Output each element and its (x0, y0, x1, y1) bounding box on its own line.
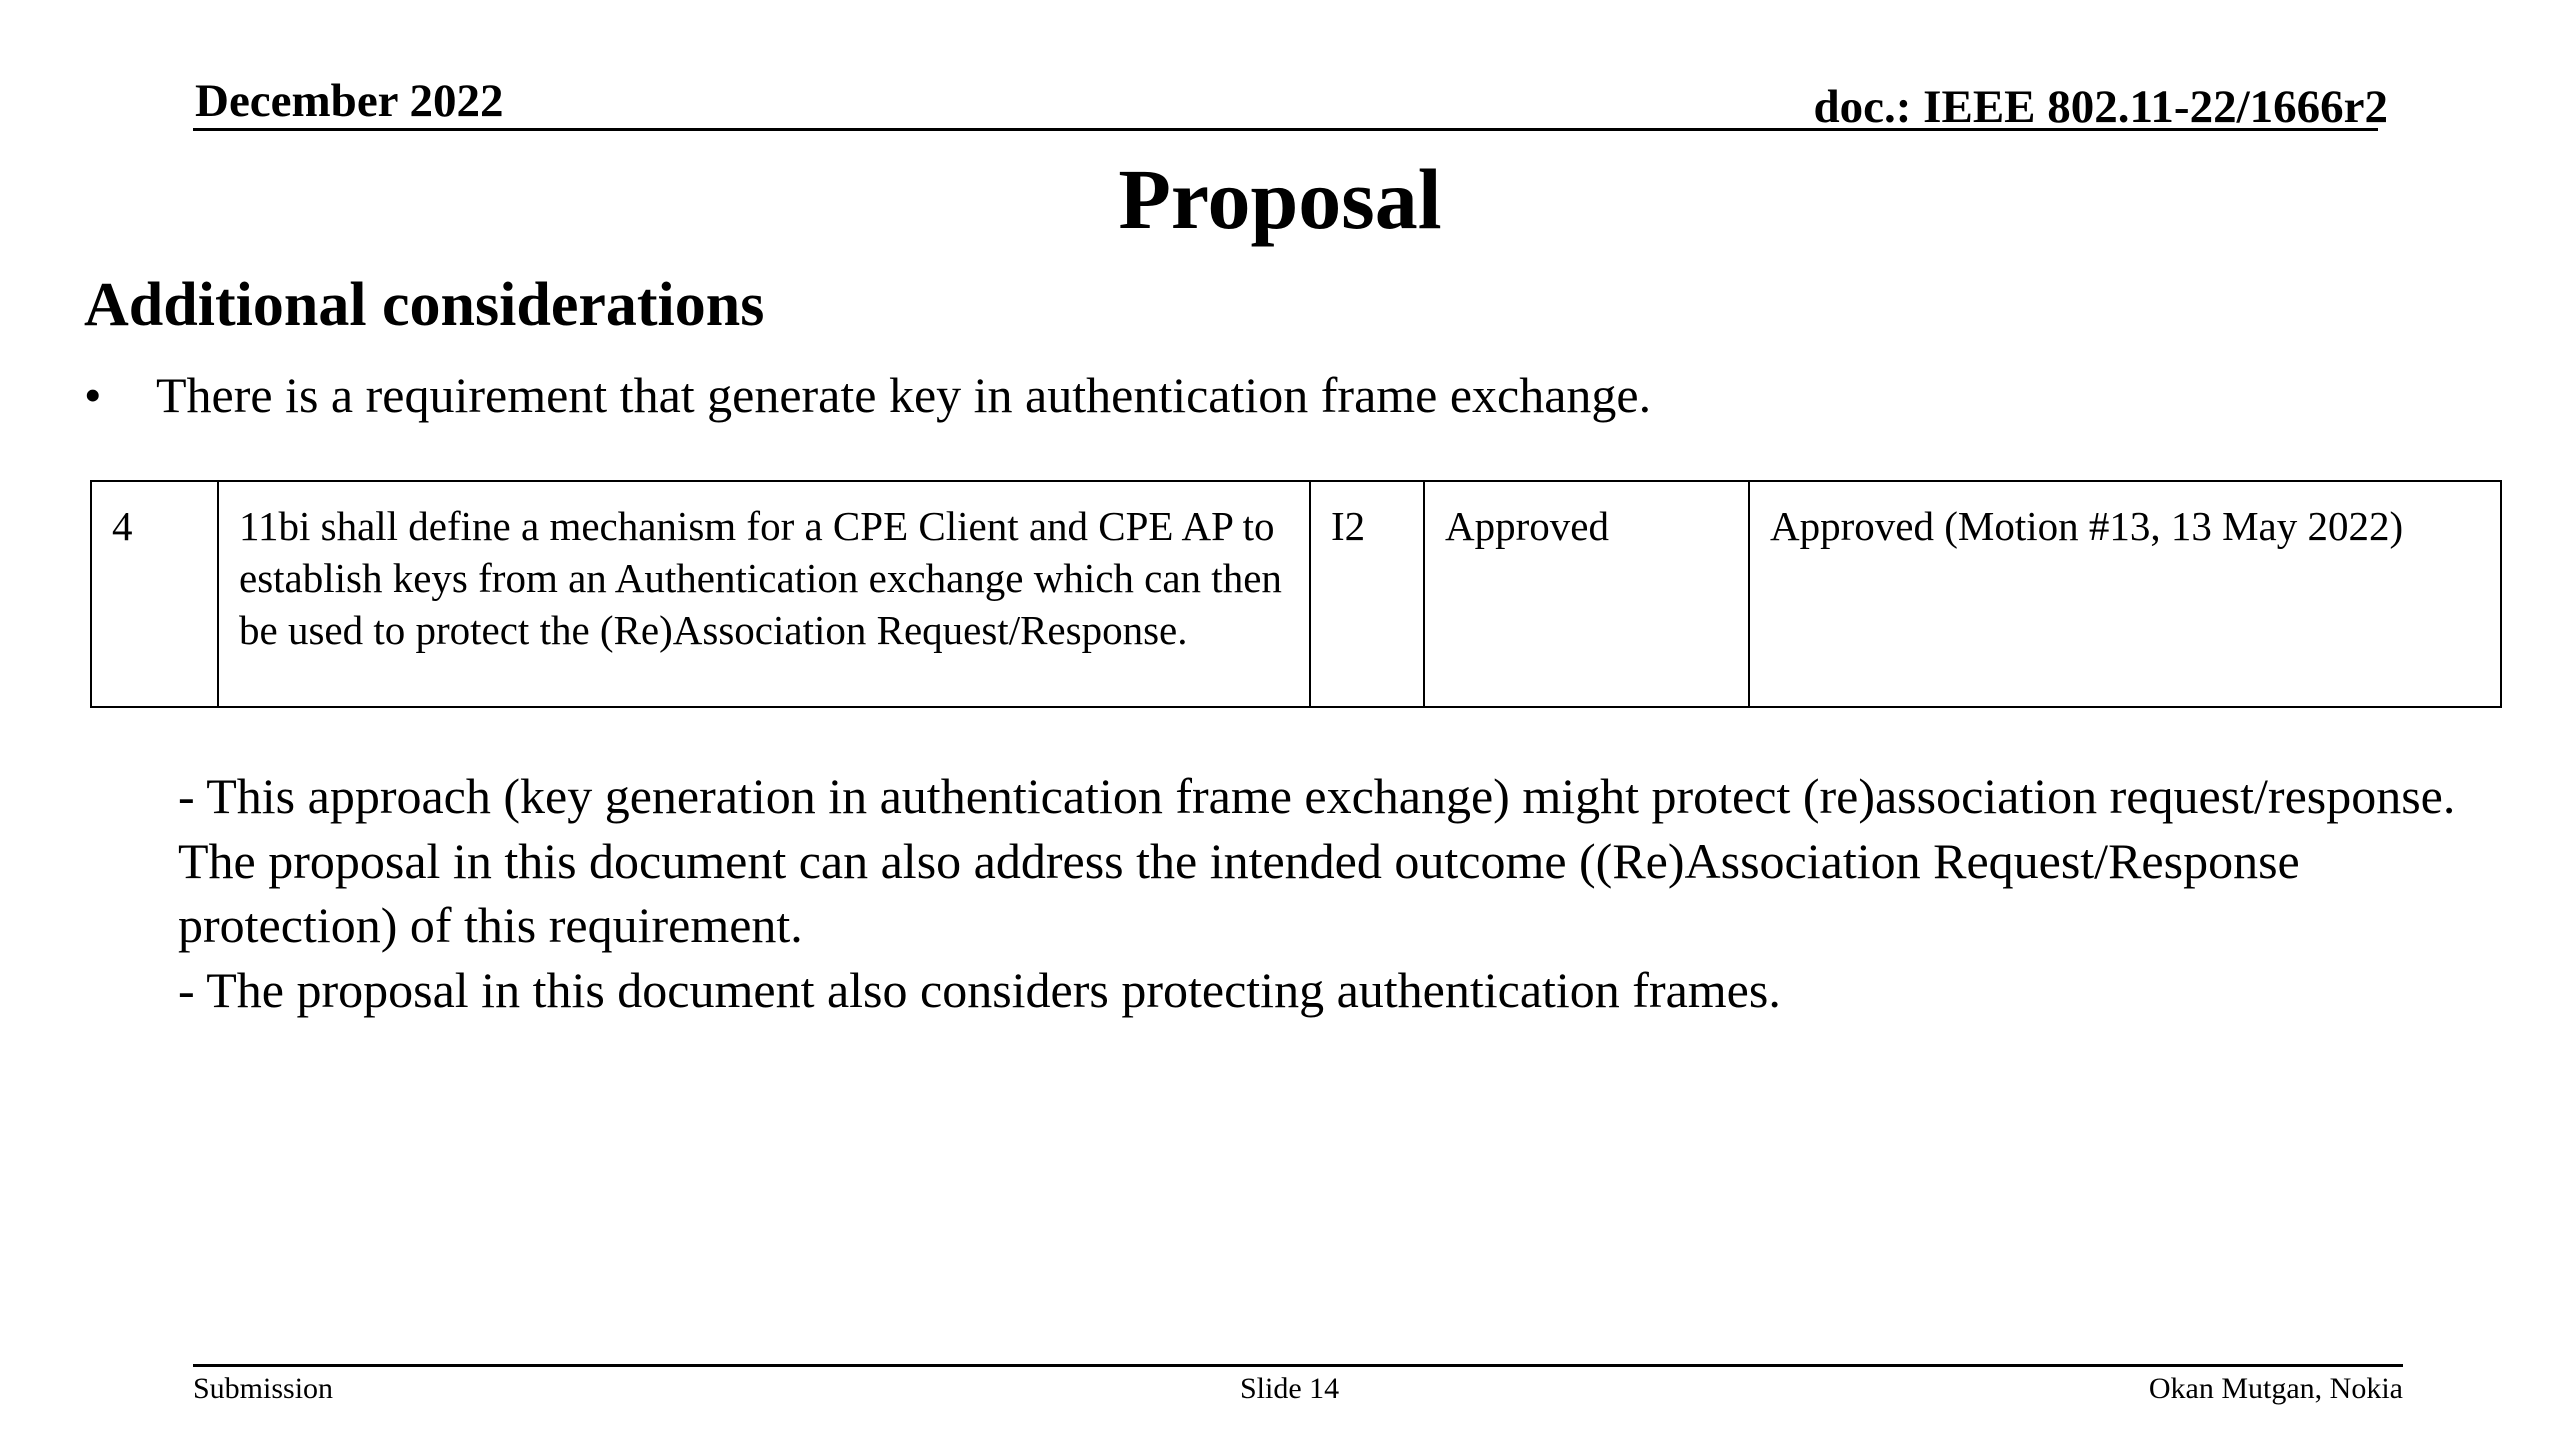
table-row (91, 481, 2501, 707)
footer-author: Okan Mutgan, Nokia (2148, 1372, 2403, 1405)
requirement-table (90, 480, 2502, 708)
bullet-item (84, 366, 1651, 424)
header-date: December 2022 (195, 75, 504, 127)
section-heading: Additional considerations (84, 271, 765, 339)
bullet-marker: • (84, 367, 102, 423)
body-paragraph-1: - This approach (key generation in authentication frame exchange) might protect (re)association request/response. The proposal in this document can also address the intended outcome ((Re)Association Request/Response protection) of this requirement. (178, 768, 2456, 953)
header-doc-id: doc.: IEEE 802.11-22/1666r2 (1813, 81, 2388, 133)
body-paragraph-2: - The proposal in this document also considers protecting authentication frames. (178, 961, 1781, 1018)
footer-divider (193, 1364, 2403, 1367)
footer-submission: Submission (193, 1372, 334, 1405)
requirement-text-cell: 11bi shall define a mechanism for a CPE Client and CPE AP to establish keys from an Authentication exchange which can then be used to protect the (Re)Association Request/Response. (218, 481, 1310, 707)
body-text (178, 764, 2518, 1022)
requirement-category-cell: I2 (1310, 481, 1424, 707)
requirement-number-cell: 4 (91, 481, 218, 707)
requirement-notes-cell: Approved (Motion #13, 13 May 2022) (1749, 481, 2501, 707)
header-divider (193, 128, 2378, 131)
requirement-status-cell: Approved (1424, 481, 1749, 707)
bullet-text: There is a requirement that generate key in authentication frame exchange. (156, 367, 1652, 423)
slide-title: Proposal (1118, 151, 1442, 247)
footer-slide-number: Slide 14 (1240, 1372, 1340, 1405)
